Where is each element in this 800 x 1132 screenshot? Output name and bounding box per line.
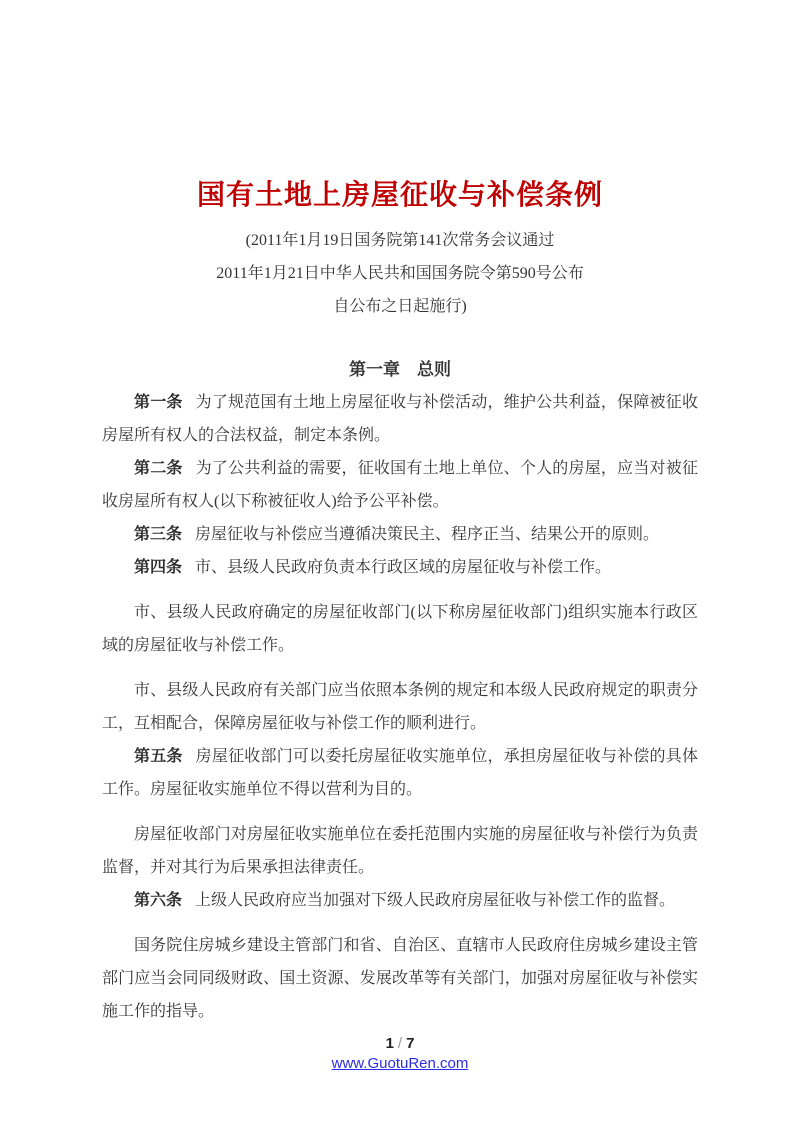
article-paragraph [102, 551, 698, 584]
article-text: 市、县级人民政府负责本行政区域的房屋征收与补偿工作。 [195, 559, 612, 576]
article-paragraph [102, 884, 698, 917]
article-number: 第六条 [134, 892, 183, 909]
document-title: 国有土地上房屋征收与补偿条例 [196, 179, 603, 210]
article-number: 第二条 [134, 460, 183, 477]
page-footer [102, 1034, 698, 1074]
preamble-line: 自公布之日起施行) [333, 298, 467, 315]
article-text: 房屋征收与补偿应当遵循决策民主、程序正当、结果公开的原则。 [195, 526, 660, 543]
page-number-separator: / [397, 1035, 403, 1052]
page-number-total: 7 [406, 1035, 415, 1052]
page-number [102, 1034, 698, 1054]
paragraph-text: 房屋征收部门对房屋征收实施单位在委托范围内实施的房屋征收与补偿行为负责监督，并对其行为后果承担法律责任。 [102, 826, 698, 876]
body-paragraph [102, 596, 698, 662]
article-paragraph [102, 740, 698, 806]
paragraph-text: 国务院住房城乡建设主管部门和省、自治区、直辖市人民政府住房城乡建设主管部门应当会同同级财政、国土资源、发展改革等有关部门，加强对房屋征收与补偿实施工作的指导。 [102, 937, 698, 1020]
body-paragraph [102, 818, 698, 884]
website-link[interactable]: www.GuotuRen.com [331, 1055, 469, 1072]
article-number: 第一条 [134, 394, 183, 411]
paragraph-text: 市、县级人民政府确定的房屋征收部门(以下称房屋征收部门)组织实施本行政区域的房屋征收与补偿工作。 [102, 604, 698, 654]
article-text: 房屋征收部门可以委托房屋征收实施单位，承担房屋征收与补偿的具体工作。房屋征收实施单位不得以营利为目的。 [102, 748, 698, 798]
chapter-heading: 第一章 总则 [349, 360, 451, 379]
article-text: 为了公共利益的需要，征收国有土地上单位、个人的房屋，应当对被征收房屋所有权人(以下称被征收人)给予公平补偿。 [102, 460, 698, 510]
article-text: 上级人民政府应当加强对下级人民政府房屋征收与补偿工作的监督。 [195, 892, 676, 909]
article-paragraph [102, 518, 698, 551]
paragraph-text: 市、县级人民政府有关部门应当依照本条例的规定和本级人民政府规定的职责分工，互相配合，保障房屋征收与补偿工作的顺利进行。 [102, 682, 698, 732]
article-number: 第五条 [134, 748, 183, 765]
article-text: 为了规范国有土地上房屋征收与补偿活动，维护公共利益，保障被征收房屋所有权人的合法权益，制定本条例。 [102, 394, 698, 444]
preamble-line: 2011年1月21日中华人民共和国国务院令第590号公布 [216, 265, 584, 282]
article-number: 第四条 [134, 559, 183, 576]
page-number-current: 1 [385, 1035, 394, 1052]
preamble-line: (2011年1月19日国务院第141次常务会议通过 [245, 232, 555, 249]
article-paragraph [102, 386, 698, 452]
body-paragraph [102, 929, 698, 1028]
article-number: 第三条 [134, 526, 183, 543]
body-paragraph [102, 674, 698, 740]
preamble [102, 224, 698, 323]
article-paragraph [102, 452, 698, 518]
document-body [102, 386, 698, 1028]
